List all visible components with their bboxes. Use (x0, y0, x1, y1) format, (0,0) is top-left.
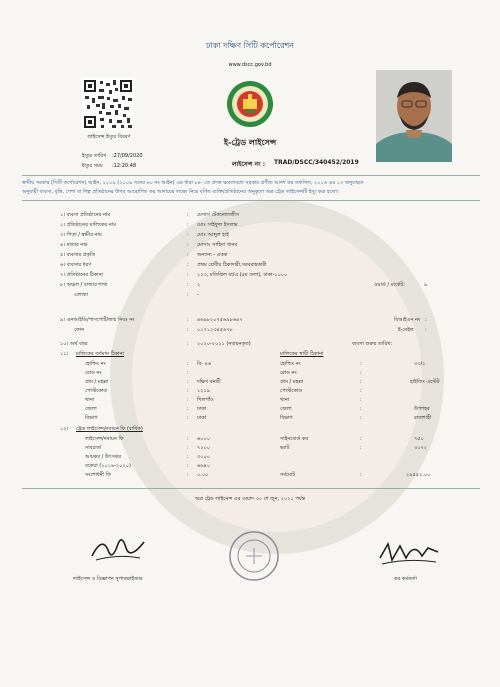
cell-label: জেলা (85, 406, 97, 412)
issue-date-value: :27/09/2020 (112, 153, 143, 159)
license-no-value: TRAD/DSCC/340452/2019 (274, 159, 359, 166)
fee-value: ৭৫০ (414, 436, 424, 442)
ward-value: ৯ (424, 282, 428, 288)
cell-label: হোল্ডিং নং (280, 361, 301, 367)
field-label: ৭। প্রতিষ্ঠানের ঠিকানা (60, 272, 104, 278)
cell-label: রোড নং (85, 370, 102, 376)
phone-label: ফোন (74, 327, 85, 333)
cell-label: হোল্ডিং নং (85, 361, 106, 367)
cell-label: পোস্টকোড (280, 388, 303, 394)
fee-total-value: ২৯৫৫২.০০ (406, 472, 431, 478)
validity-note: অত্র ট্রেড লাইসেন্স এর মেয়াদ ৩০ শে জুন, ২০২১ পর্যন্ত (194, 496, 306, 502)
email-label: ই-মেইল (398, 327, 414, 333)
cell-label: গ্রাম / মহল্লা (85, 379, 109, 385)
document-title: ই-ট্রেড লাইসেন্স (223, 138, 277, 147)
tax-officer-title: কর কর্মকর্তা (394, 576, 417, 582)
cell-value: ঢাকা (197, 415, 207, 421)
field-label: ১। ব্যবসা প্রতিষ্ঠানের নাম (60, 212, 111, 218)
field-value: অন্যান্য - একক (197, 252, 228, 258)
fee-value: ৩০০০ (197, 454, 211, 460)
corporation-name: ঢাকা দক্ষিণ সিটি কর্পোরেশন (205, 41, 295, 50)
field-label: এলাকা (74, 292, 88, 298)
nid-value: ৪৬৯৮২০৭৫৬৯৮৬৪৭ (197, 317, 243, 323)
fee-label: সাইনবোর্ড কর (280, 436, 309, 442)
bin-label: বিআইএন নং (394, 317, 421, 323)
qr-caption: লাইসেন্স ইস্যুর বিবরণ (87, 134, 131, 140)
dscc-logo (226, 80, 274, 128)
field-value: মোঃ সাইফুল ইসলাম (197, 222, 238, 228)
field-value: মোঃ আব্দুল হাই (197, 232, 229, 238)
tax-officer-signature (378, 538, 440, 572)
website: www.dscc.gov.bd (228, 62, 272, 68)
field-label: ২। প্রতিষ্ঠানের মালিকের নাম (60, 222, 117, 228)
cell-value: রাজশাহী (414, 415, 432, 421)
fee-label: লাইসেন্স/নবায়ন ফি (85, 436, 124, 442)
fee-label: আয়কর / উৎসকর (85, 454, 122, 460)
field-label: ৫। ব্যবসার প্রকৃতি (60, 252, 96, 258)
cell-value: বি- ৪৬ (197, 361, 212, 367)
field-label: ৮। অঞ্চল / বাজার শাখা (60, 282, 108, 288)
owner-photo (376, 70, 452, 162)
cell-value: খিলগাঁও (197, 397, 214, 403)
cell-label: বিভাগ (280, 415, 293, 421)
supervisor-signature (88, 532, 148, 570)
fee-label: বকেয়া (২০১৯-২০২০) (85, 463, 131, 469)
field-value: মোসাঃ সাহিদা খানম (197, 242, 238, 248)
fiscal-year-label: ১০। অর্থ বছর (60, 341, 88, 347)
cell-label: রোড নং (280, 370, 297, 376)
business-start-label: ব্যবসা শুরুর তারিখ: (352, 341, 393, 347)
cell-label: থানা (280, 397, 290, 403)
nid-label: ৯। এনআইডি/পাসপোর্ট/জন্ম নিবঃ নং (60, 317, 135, 323)
field-value: - (197, 292, 199, 298)
cell-value: হাইজিং এস্টেট (410, 379, 440, 385)
field-label: ৩। পিতা / স্বামীর নাম (60, 232, 102, 238)
supervisor-title: লাইসেন্স ও বিজ্ঞাপন সুপারভাইজার (73, 576, 143, 582)
cell-label: পোস্টকোড (85, 388, 108, 394)
issue-date-label: ইস্যুর তারিখ (82, 153, 107, 159)
license-page: ঢাকা দক্ষিণ সিটি কর্পোরেশন www.dscc.gov.bd লাইসেন্স ইস্যুর বিবরণ ই-ট্রেড লাইসেন্স ইস্যুর তারিখ :27/09/2020 ইস্যুর সময় :12:20:48 লাইসেন্স নং : TRAD/DSCC/340452/2019 স্থানীয় সরকার (সিটি কর্পোরেশন) আইন, ২০০৯ (২০০৯ সনের ৬০ নং আইন) এর ধারা ৮৪- তে প্রদত্ত ক্ষমতাবলে সরকার প্রণীত আদর্শ কর তফসিল, ২০১৬ এর ১৩ অনুচ্ছেদে অনুযায়ী ব্যবসা, বৃত্তি, পেশা বা শিল্প প্রতিষ্ঠানের উপর আরোপিত কর আদায়ের লক্ষ্যে নিম্নে বর্ণিত ব্যক্তি/প্রতিষ্ঠানের অনুকূলে অত্র ট্রেড লাইসেন্সটি ইস্যু করা হলো। ১। ব্যবসা প্রতিষ্ঠানের নাম : মেসার্স টেকনোলজীস ২। প্রতিষ্ঠানের মালিকের নাম : মোঃ সাইফুল ইসলাম ৩। পিতা / স্বামীর নাম : মোঃ আব্দুল হাই ৪। মাতার নাম : মোসাঃ সাহিদা খানম ৫। ব্যবসার প্রকৃতি : অন্যান্য - একক ৬। ব্যবসার ধরণ : প্রথম শ্রেণীর ঠিকাদারী,সরবরাহকারী ৭। প্রতিষ্ঠানের ঠিকানা : ১২৩, মতিঝিল বা/এ (৫ম তলা), ঢাকা-১০০০ ৮। অঞ্চল / বাজার শাখা : ২ ওয়ার্ড / মার্কেট: ৯ এলাকা : - ৯। এনআইডি/পাসপোর্ট/জন্ম নিবঃ নং : ৪৬৯৮২০৭৫৬৯৮৬৪৭ বিআইএন নং : ফোন : ০১৭১২৩৪৫৬৭৮ ই-মেইল : ১০। অর্থ বছর : ২০২০-২০২১ (নবায়নকৃত) ব্যবসা শুরুর তারিখ: ১১। মালিকের বর্তমান ঠিকানা মালিকের স্থায়ী ঠিকানা হোল্ডিং নং : বি- ৪৬ হোল্ডিং নং : ৩৩/২ রোড নং : রোড নং : গ্রাম / মহল্লা : দক্ষিণ বনশ্রী গ্রাম / মহল্লা : হাইজিং এস্টেট পোস্টকোড : ১২১৯ পোস্টকোড : থানা : খিলগাঁও থানা : জেলা : ঢাকা জেলা : উপশহর বিভাগ : ঢাকা বিভাগ : রাজশাহী ১২। ট্রেড লাইসেন্স/নবায়ন ফি (বার্ষিক) লাইসেন্স/নবায়ন ফি : ৬০০০ সাইনবোর্ড কর : ৭৫০ সারচার্জ : ৭২০০ ভ্যাট : ৩০৭২ আয়কর / উৎসকর : ৩০০০ বকেয়া (২০১৯-২০২০) : ৬৬৪০ সংশোধনী ফি : ০.০০ সর্বমোট : ২৯৫৫২.০০ অত্র ট্রেড লাইসেন্স এর মেয়াদ ৩০ শে জুন, ২০২১ পর্যন্ত লাইসেন্স ও বিজ্ঞাপন সুপারভাইজার কর কর্মকর্তা (0, 0, 500, 687)
fiscal-year-value: ২০২০-২০২১ (নবায়নকৃত) (197, 341, 251, 347)
license-no-label: লাইসেন্স নং : (232, 161, 266, 168)
field-value: প্রথম শ্রেণীর ঠিকাদারী,সরবরাহকারী (197, 262, 267, 268)
cell-label: থানা (85, 397, 95, 403)
intro-line-1: স্থানীয় সরকার (সিটি কর্পোরেশন) আইন, ২০০৯ (২০০৯ সনের ৬০ নং আইন) এর ধারা ৮৪- তে প্রদত্ত ক্ষমতাবলে সরকার প্রণীত আদর্শ কর তফসিল, ২০১৬ এর ১৩ অনুচ্ছেদে (22, 180, 364, 186)
field-label: ৪। মাতার নাম (60, 242, 88, 248)
field-value: ২ (197, 282, 201, 288)
fee-header: ট্রেড লাইসেন্স/নবায়ন ফি (বার্ষিক) (76, 426, 143, 432)
section-number: ১১। (60, 351, 69, 357)
cell-label: বিভাগ (85, 415, 98, 421)
present-address-header: মালিকের বর্তমান ঠিকানা (76, 351, 125, 357)
official-stamp (228, 530, 280, 582)
cell-value: উপশহর (414, 406, 430, 412)
fee-value: ৭২০০ (197, 445, 211, 451)
fee-value: ৬৬৪০ (197, 463, 210, 469)
cell-label: গ্রাম / মহল্লা (280, 379, 304, 385)
fee-value: ০.০০ (197, 472, 209, 478)
cell-value: ১২১৯ (197, 388, 210, 394)
fee-label: সারচার্জ (85, 445, 102, 451)
field-value: মেসার্স টেকনোলজীস (197, 212, 240, 218)
qr-code (82, 78, 134, 130)
fee-value: ৩০৭২ (414, 445, 428, 451)
fee-total-label: সর্বমোট (280, 472, 296, 478)
issue-time-label: ইস্যুর সময় (82, 163, 103, 169)
cell-value: ঢাকা (197, 406, 207, 412)
intro-line-2: অনুযায়ী ব্যবসা, বৃত্তি, পেশা বা শিল্প প্রতিষ্ঠানের উপর আরোপিত কর আদায়ের লক্ষ্যে নিম্নে বর্ণিত ব্যক্তি/প্রতিষ্ঠানের অনুকূলে অত্র ট্রেড লাইসেন্সটি ইস্যু করা হলো। (22, 189, 339, 195)
issue-time-value: :12:20:48 (112, 163, 137, 169)
permanent-address-header: মালিকের স্থায়ী ঠিকানা (280, 351, 324, 357)
ward-label: ওয়ার্ড / মার্কেট: (374, 282, 405, 288)
cell-label: জেলা (280, 406, 292, 412)
fee-label: ভ্যাট (280, 445, 290, 451)
section-number: ১২। (60, 426, 69, 432)
cell-value: দক্ষিণ বনশ্রী (197, 379, 221, 385)
phone-value: ০১৭১২৩৪৫৬৭৮ (197, 327, 233, 333)
field-value: ১২৩, মতিঝিল বা/এ (৫ম তলা), ঢাকা-১০০০ (197, 272, 288, 278)
fee-value: ৬০০০ (197, 436, 211, 442)
field-label: ৬। ব্যবসার ধরণ (60, 262, 92, 268)
fee-label: সংশোধনী ফি (85, 472, 111, 478)
cell-value: ৩৩/২ (414, 361, 426, 367)
